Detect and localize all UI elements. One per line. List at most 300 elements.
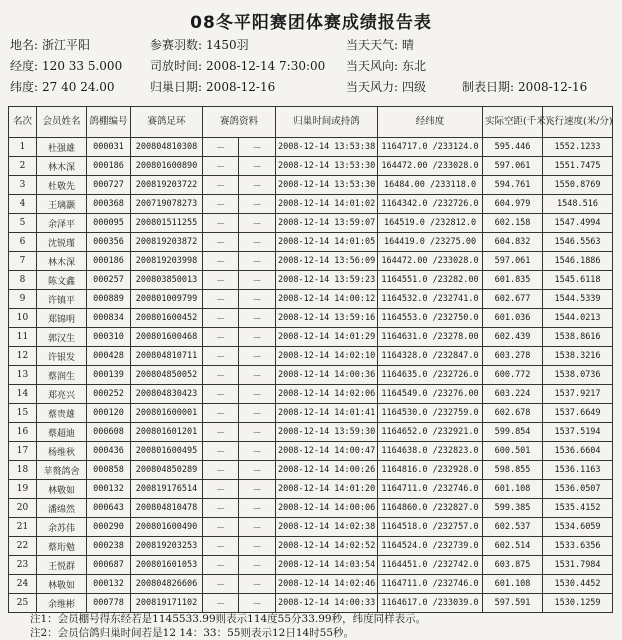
col-member: 会员姓名 xyxy=(37,107,87,138)
cell-ring: 200803850013 xyxy=(131,271,203,290)
cell-info-a: － xyxy=(203,252,239,271)
cell-info-a: － xyxy=(203,157,239,176)
cell-distance: 603.224 xyxy=(483,385,543,404)
release-value: 2008-12-14 7:30:00 xyxy=(206,59,326,73)
table-row xyxy=(9,347,613,366)
cell-distance: 597.061 xyxy=(483,157,543,176)
cell-rank: 1 xyxy=(9,138,37,157)
cell-arrival: 2008-12-14 13:56:09 xyxy=(276,252,378,271)
cell-coords: 1164532.0 /232741.0 xyxy=(378,290,483,309)
cell-distance: 594.761 xyxy=(483,176,543,195)
cell-rank: 7 xyxy=(9,252,37,271)
cell-speed: 1547.4994 xyxy=(543,214,613,233)
cell-coords: 164472.00 /233028.0 xyxy=(378,157,483,176)
place-label: 地名: xyxy=(10,38,39,52)
place-value: 浙江平阳 xyxy=(42,38,91,52)
cell-loft: 000257 xyxy=(87,271,131,290)
cell-info-a: － xyxy=(203,480,239,499)
cell-info-b: － xyxy=(239,423,276,442)
cell-rank: 17 xyxy=(9,442,37,461)
cell-info-b: － xyxy=(239,195,276,214)
results-table xyxy=(8,106,613,613)
cell-arrival: 2008-12-14 14:01:29 xyxy=(276,328,378,347)
cell-speed: 1545.6118 xyxy=(543,271,613,290)
col-info: 赛鸽资料 xyxy=(203,107,276,138)
cell-loft: 000778 xyxy=(87,594,131,613)
cell-info-a: － xyxy=(203,138,239,157)
made-value: 2008-12-16 xyxy=(518,80,588,94)
table-row xyxy=(9,480,613,499)
table-row xyxy=(9,328,613,347)
cell-member: 王璃灏 xyxy=(37,195,87,214)
cell-member: 郑亮兴 xyxy=(37,385,87,404)
cell-arrival: 2008-12-14 14:02:10 xyxy=(276,347,378,366)
cell-loft: 000310 xyxy=(87,328,131,347)
cell-info-a: － xyxy=(203,290,239,309)
meta-lat xyxy=(10,78,115,95)
cell-arrival: 2008-12-14 14:00:47 xyxy=(276,442,378,461)
cell-rank: 8 xyxy=(9,271,37,290)
cell-distance: 601.835 xyxy=(483,271,543,290)
table-row xyxy=(9,423,613,442)
cell-member: 苹赘鸽舍 xyxy=(37,461,87,480)
footnote-1: 注1：会员棚号得东经若是1145533.99则表示114度55分33.99秒，纬度同样表示。 xyxy=(30,613,427,625)
cell-arrival: 2008-12-14 13:53:38 xyxy=(276,138,378,157)
cell-coords: 1164711.0 /232746.0 xyxy=(378,480,483,499)
cell-loft: 000687 xyxy=(87,556,131,575)
cell-speed: 1531.7984 xyxy=(543,556,613,575)
cell-rank: 18 xyxy=(9,461,37,480)
cell-loft: 000139 xyxy=(87,366,131,385)
cell-loft: 000436 xyxy=(87,442,131,461)
cell-member: 余泽平 xyxy=(37,214,87,233)
cell-info-b: － xyxy=(239,176,276,195)
cell-ring: 200719078273 xyxy=(131,195,203,214)
cell-speed: 1538.3216 xyxy=(543,347,613,366)
cell-member: 杨维秋 xyxy=(37,442,87,461)
cell-info-a: － xyxy=(203,461,239,480)
return-label: 归巢日期: xyxy=(150,80,203,94)
cell-info-a: － xyxy=(203,556,239,575)
cell-rank: 9 xyxy=(9,290,37,309)
table-row xyxy=(9,385,613,404)
cell-member: 林敬如 xyxy=(37,480,87,499)
cell-info-b: － xyxy=(239,480,276,499)
cell-speed: 1535.4152 xyxy=(543,499,613,518)
cell-info-b: － xyxy=(239,575,276,594)
cell-coords: 1164553.0 /232750.0 xyxy=(378,309,483,328)
cell-member: 郑锦明 xyxy=(37,309,87,328)
cell-rank: 10 xyxy=(9,309,37,328)
cell-info-a: － xyxy=(203,328,239,347)
cell-distance: 599.385 xyxy=(483,499,543,518)
cell-distance: 600.501 xyxy=(483,442,543,461)
cell-loft: 000120 xyxy=(87,404,131,423)
cell-arrival: 2008-12-14 14:00:36 xyxy=(276,366,378,385)
table-row xyxy=(9,537,613,556)
table-header-row xyxy=(9,107,613,138)
cell-ring: 200804810478 xyxy=(131,499,203,518)
col-speed: 飞行速度(米/分) xyxy=(543,107,613,138)
cell-loft: 000186 xyxy=(87,157,131,176)
table-row xyxy=(9,499,613,518)
cell-loft: 000290 xyxy=(87,518,131,537)
cell-coords: 1164451.0 /232742.0 xyxy=(378,556,483,575)
col-loft: 鸽棚编号 xyxy=(87,107,131,138)
cell-speed: 1538.0736 xyxy=(543,366,613,385)
table-row xyxy=(9,442,613,461)
cell-member: 林木深 xyxy=(37,252,87,271)
cell-coords: 1164549.0 /23276.00 xyxy=(378,385,483,404)
wind-dir-label: 当天风向: xyxy=(346,59,399,73)
cell-info-b: － xyxy=(239,404,276,423)
cell-arrival: 2008-12-14 13:59:16 xyxy=(276,309,378,328)
cell-member: 蔡贵雄 xyxy=(37,404,87,423)
cell-arrival: 2008-12-14 14:02:52 xyxy=(276,537,378,556)
cell-speed: 1530.4452 xyxy=(543,575,613,594)
cell-info-a: － xyxy=(203,233,239,252)
cell-arrival: 2008-12-14 14:02:46 xyxy=(276,575,378,594)
cell-loft: 000608 xyxy=(87,423,131,442)
cell-distance: 601.036 xyxy=(483,309,543,328)
cell-loft: 000031 xyxy=(87,138,131,157)
cell-loft: 000858 xyxy=(87,461,131,480)
cell-info-a: － xyxy=(203,537,239,556)
cell-info-a: － xyxy=(203,271,239,290)
meta-release xyxy=(150,57,325,74)
cell-rank: 3 xyxy=(9,176,37,195)
cell-arrival: 2008-12-14 14:01:41 xyxy=(276,404,378,423)
cell-coords: 164472.00 /233028.0 xyxy=(378,252,483,271)
cell-ring: 200801009799 xyxy=(131,290,203,309)
cell-ring: 200801600468 xyxy=(131,328,203,347)
cell-info-b: － xyxy=(239,233,276,252)
table-row xyxy=(9,252,613,271)
cell-arrival: 2008-12-14 14:00:06 xyxy=(276,499,378,518)
cell-speed: 1546.5563 xyxy=(543,233,613,252)
table-row xyxy=(9,366,613,385)
cell-info-b: － xyxy=(239,442,276,461)
cell-distance: 601.108 xyxy=(483,575,543,594)
wind-force-value: 四级 xyxy=(402,80,427,94)
cell-info-a: － xyxy=(203,214,239,233)
meta-weather xyxy=(346,36,414,53)
cell-distance: 598.855 xyxy=(483,461,543,480)
lon-value: 120 33 5.000 xyxy=(42,59,123,73)
cell-loft: 000132 xyxy=(87,480,131,499)
cell-info-a: － xyxy=(203,442,239,461)
meta-wind-force xyxy=(346,78,426,95)
weather-label: 当天天气: xyxy=(346,38,399,52)
cell-arrival: 2008-12-14 13:59:30 xyxy=(276,423,378,442)
meta-count xyxy=(150,36,249,53)
cell-ring: 200819203722 xyxy=(131,176,203,195)
cell-loft: 000095 xyxy=(87,214,131,233)
cell-speed: 1537.5194 xyxy=(543,423,613,442)
cell-coords: 164419.0 /23275.00 xyxy=(378,233,483,252)
cell-arrival: 2008-12-14 14:02:06 xyxy=(276,385,378,404)
cell-ring: 200801600890 xyxy=(131,157,203,176)
cell-coords: 1164518.0 /232757.0 xyxy=(378,518,483,537)
cell-rank: 21 xyxy=(9,518,37,537)
cell-rank: 19 xyxy=(9,480,37,499)
return-value: 2008-12-16 xyxy=(206,80,276,94)
cell-arrival: 2008-12-14 13:59:07 xyxy=(276,214,378,233)
cell-distance: 597.061 xyxy=(483,252,543,271)
cell-member: 杜敬先 xyxy=(37,176,87,195)
cell-info-b: － xyxy=(239,556,276,575)
table-row xyxy=(9,404,613,423)
cell-rank: 25 xyxy=(9,594,37,613)
cell-distance: 599.854 xyxy=(483,423,543,442)
cell-speed: 1533.6356 xyxy=(543,537,613,556)
cell-rank: 20 xyxy=(9,499,37,518)
cell-coords: 1164551.0 /23282.00 xyxy=(378,271,483,290)
cell-ring: 200801600490 xyxy=(131,518,203,537)
cell-distance: 602.537 xyxy=(483,518,543,537)
meta-lon xyxy=(10,57,122,74)
cell-speed: 1552.1233 xyxy=(543,138,613,157)
cell-distance: 604.979 xyxy=(483,195,543,214)
cell-coords: 1164631.0 /23278.00 xyxy=(378,328,483,347)
cell-arrival: 2008-12-14 13:59:23 xyxy=(276,271,378,290)
cell-member: 蔡珩勉 xyxy=(37,537,87,556)
cell-rank: 22 xyxy=(9,537,37,556)
cell-ring: 200804810308 xyxy=(131,138,203,157)
cell-ring: 200804826606 xyxy=(131,575,203,594)
cell-info-b: － xyxy=(239,537,276,556)
cell-coords: 1164342.0 /232726.0 xyxy=(378,195,483,214)
cell-speed: 1536.6604 xyxy=(543,442,613,461)
cell-arrival: 2008-12-14 14:03:54 xyxy=(276,556,378,575)
cell-loft: 000428 xyxy=(87,347,131,366)
table-body xyxy=(9,138,613,613)
cell-info-b: － xyxy=(239,309,276,328)
cell-distance: 604.832 xyxy=(483,233,543,252)
cell-info-a: － xyxy=(203,499,239,518)
cell-info-a: － xyxy=(203,575,239,594)
col-distance: 实际空距(千米) xyxy=(483,107,543,138)
cell-distance: 603.278 xyxy=(483,347,543,366)
cell-info-b: － xyxy=(239,347,276,366)
count-value: 1450羽 xyxy=(206,38,249,52)
cell-rank: 4 xyxy=(9,195,37,214)
made-label: 制表日期: xyxy=(462,80,515,94)
cell-info-b: － xyxy=(239,385,276,404)
cell-speed: 1534.6059 xyxy=(543,518,613,537)
table-row xyxy=(9,271,613,290)
weather-value: 晴 xyxy=(402,38,415,52)
cell-arrival: 2008-12-14 14:00:33 xyxy=(276,594,378,613)
meta-wind-dir xyxy=(346,57,426,74)
cell-distance: 600.772 xyxy=(483,366,543,385)
cell-info-a: － xyxy=(203,347,239,366)
cell-rank: 23 xyxy=(9,556,37,575)
cell-info-a: － xyxy=(203,404,239,423)
cell-member: 余苏伟 xyxy=(37,518,87,537)
footnotes xyxy=(30,612,426,640)
cell-distance: 602.678 xyxy=(483,404,543,423)
cell-ring: 200819171102 xyxy=(131,594,203,613)
cell-coords: 1164524.0 /232739.0 xyxy=(378,537,483,556)
cell-speed: 1536.0507 xyxy=(543,480,613,499)
col-arrival: 归巢时间或持鸽 xyxy=(276,107,378,138)
cell-member: 余维彬 xyxy=(37,594,87,613)
meta-return xyxy=(150,78,275,95)
table-row xyxy=(9,176,613,195)
lat-value: 27 40 24.00 xyxy=(42,80,115,94)
cell-speed: 1548.516 xyxy=(543,195,613,214)
cell-info-b: － xyxy=(239,157,276,176)
cell-rank: 24 xyxy=(9,575,37,594)
cell-member: 蔡润生 xyxy=(37,366,87,385)
cell-coords: 1164328.0 /232847.0 xyxy=(378,347,483,366)
cell-loft: 000252 xyxy=(87,385,131,404)
cell-coords: 1164717.0 /233124.0 xyxy=(378,138,483,157)
cell-ring: 200801600495 xyxy=(131,442,203,461)
cell-info-b: － xyxy=(239,290,276,309)
cell-coords: 1164652.0 /232921.0 xyxy=(378,423,483,442)
cell-rank: 2 xyxy=(9,157,37,176)
table-row xyxy=(9,309,613,328)
cell-rank: 16 xyxy=(9,423,37,442)
cell-info-b: － xyxy=(239,271,276,290)
table-row xyxy=(9,195,613,214)
cell-ring: 200804830423 xyxy=(131,385,203,404)
cell-distance: 602.158 xyxy=(483,214,543,233)
cell-info-b: － xyxy=(239,518,276,537)
table-row xyxy=(9,157,613,176)
cell-speed: 1551.7475 xyxy=(543,157,613,176)
cell-rank: 5 xyxy=(9,214,37,233)
cell-member: 许银发 xyxy=(37,347,87,366)
cell-member: 王悦群 xyxy=(37,556,87,575)
cell-coords: 164519.0 /232812.0 xyxy=(378,214,483,233)
cell-info-a: － xyxy=(203,385,239,404)
cell-info-b: － xyxy=(239,138,276,157)
cell-rank: 13 xyxy=(9,366,37,385)
cell-coords: 16484.00 /233118.0 xyxy=(378,176,483,195)
meta-place xyxy=(10,36,90,53)
cell-distance: 597.591 xyxy=(483,594,543,613)
cell-distance: 602.439 xyxy=(483,328,543,347)
col-ring: 赛鸽足环 xyxy=(131,107,203,138)
cell-rank: 11 xyxy=(9,328,37,347)
cell-info-a: － xyxy=(203,594,239,613)
cell-coords: 1164816.0 /232928.0 xyxy=(378,461,483,480)
table-row xyxy=(9,290,613,309)
lon-label: 经度: xyxy=(10,59,39,73)
cell-speed: 1530.1259 xyxy=(543,594,613,613)
cell-info-a: － xyxy=(203,518,239,537)
count-label: 参赛羽数: xyxy=(150,38,203,52)
cell-member: 陈文鑫 xyxy=(37,271,87,290)
cell-arrival: 2008-12-14 13:53:30 xyxy=(276,157,378,176)
cell-arrival: 2008-12-14 14:01:20 xyxy=(276,480,378,499)
cell-info-b: － xyxy=(239,214,276,233)
cell-ring: 200801601053 xyxy=(131,556,203,575)
cell-info-b: － xyxy=(239,594,276,613)
cell-member: 蔡超迪 xyxy=(37,423,87,442)
lat-label: 纬度: xyxy=(10,80,39,94)
wind-dir-value: 东北 xyxy=(402,59,427,73)
meta-made-date xyxy=(462,78,587,95)
cell-member: 沈锐瑾 xyxy=(37,233,87,252)
cell-rank: 12 xyxy=(9,347,37,366)
cell-loft: 000132 xyxy=(87,575,131,594)
table-row xyxy=(9,518,613,537)
cell-speed: 1537.9217 xyxy=(543,385,613,404)
cell-arrival: 2008-12-14 14:00:26 xyxy=(276,461,378,480)
cell-arrival: 2008-12-14 14:01:05 xyxy=(276,233,378,252)
table-row xyxy=(9,556,613,575)
cell-ring: 200819203998 xyxy=(131,252,203,271)
cell-rank: 15 xyxy=(9,404,37,423)
cell-arrival: 2008-12-14 13:53:30 xyxy=(276,176,378,195)
wind-force-label: 当天风力: xyxy=(346,80,399,94)
cell-info-a: － xyxy=(203,195,239,214)
cell-member: 潘绵然 xyxy=(37,499,87,518)
cell-coords: 1164860.0 /232827.0 xyxy=(378,499,483,518)
cell-loft: 000238 xyxy=(87,537,131,556)
cell-member: 杜强雄 xyxy=(37,138,87,157)
cell-member: 林敬如 xyxy=(37,575,87,594)
cell-coords: 1164711.0 /232746.0 xyxy=(378,575,483,594)
cell-distance: 603.875 xyxy=(483,556,543,575)
table-row xyxy=(9,138,613,157)
cell-ring: 200804850052 xyxy=(131,366,203,385)
cell-distance: 602.677 xyxy=(483,290,543,309)
cell-ring: 200801600452 xyxy=(131,309,203,328)
cell-speed: 1544.5339 xyxy=(543,290,613,309)
cell-loft: 000356 xyxy=(87,233,131,252)
cell-ring: 200819176514 xyxy=(131,480,203,499)
cell-speed: 1544.0213 xyxy=(543,309,613,328)
cell-info-b: － xyxy=(239,252,276,271)
cell-arrival: 2008-12-14 14:01:02 xyxy=(276,195,378,214)
cell-speed: 1550.8769 xyxy=(543,176,613,195)
cell-info-a: － xyxy=(203,309,239,328)
cell-arrival: 2008-12-14 14:00:12 xyxy=(276,290,378,309)
cell-ring: 200819203253 xyxy=(131,537,203,556)
cell-speed: 1537.6649 xyxy=(543,404,613,423)
cell-speed: 1538.8616 xyxy=(543,328,613,347)
cell-loft: 000643 xyxy=(87,499,131,518)
cell-info-a: － xyxy=(203,423,239,442)
cell-arrival: 2008-12-14 14:02:38 xyxy=(276,518,378,537)
cell-ring: 200804810711 xyxy=(131,347,203,366)
cell-ring: 200801600001 xyxy=(131,404,203,423)
col-rank: 名次 xyxy=(9,107,37,138)
cell-coords: 1164638.0 /232823.0 xyxy=(378,442,483,461)
cell-loft: 000834 xyxy=(87,309,131,328)
cell-coords: 1164617.0 /233039.0 xyxy=(378,594,483,613)
table-row xyxy=(9,575,613,594)
cell-speed: 1536.1163 xyxy=(543,461,613,480)
table-row xyxy=(9,214,613,233)
cell-info-a: － xyxy=(203,366,239,385)
table-row xyxy=(9,461,613,480)
cell-distance: 602.514 xyxy=(483,537,543,556)
cell-ring: 200819203872 xyxy=(131,233,203,252)
cell-coords: 1164530.0 /232759.0 xyxy=(378,404,483,423)
cell-loft: 000368 xyxy=(87,195,131,214)
report-title: 08冬平阳赛团体赛成绩报告表 xyxy=(190,13,432,33)
cell-loft: 000186 xyxy=(87,252,131,271)
cell-ring: 200801601201 xyxy=(131,423,203,442)
cell-coords: 1164635.0 /232726.0 xyxy=(378,366,483,385)
cell-loft: 000727 xyxy=(87,176,131,195)
